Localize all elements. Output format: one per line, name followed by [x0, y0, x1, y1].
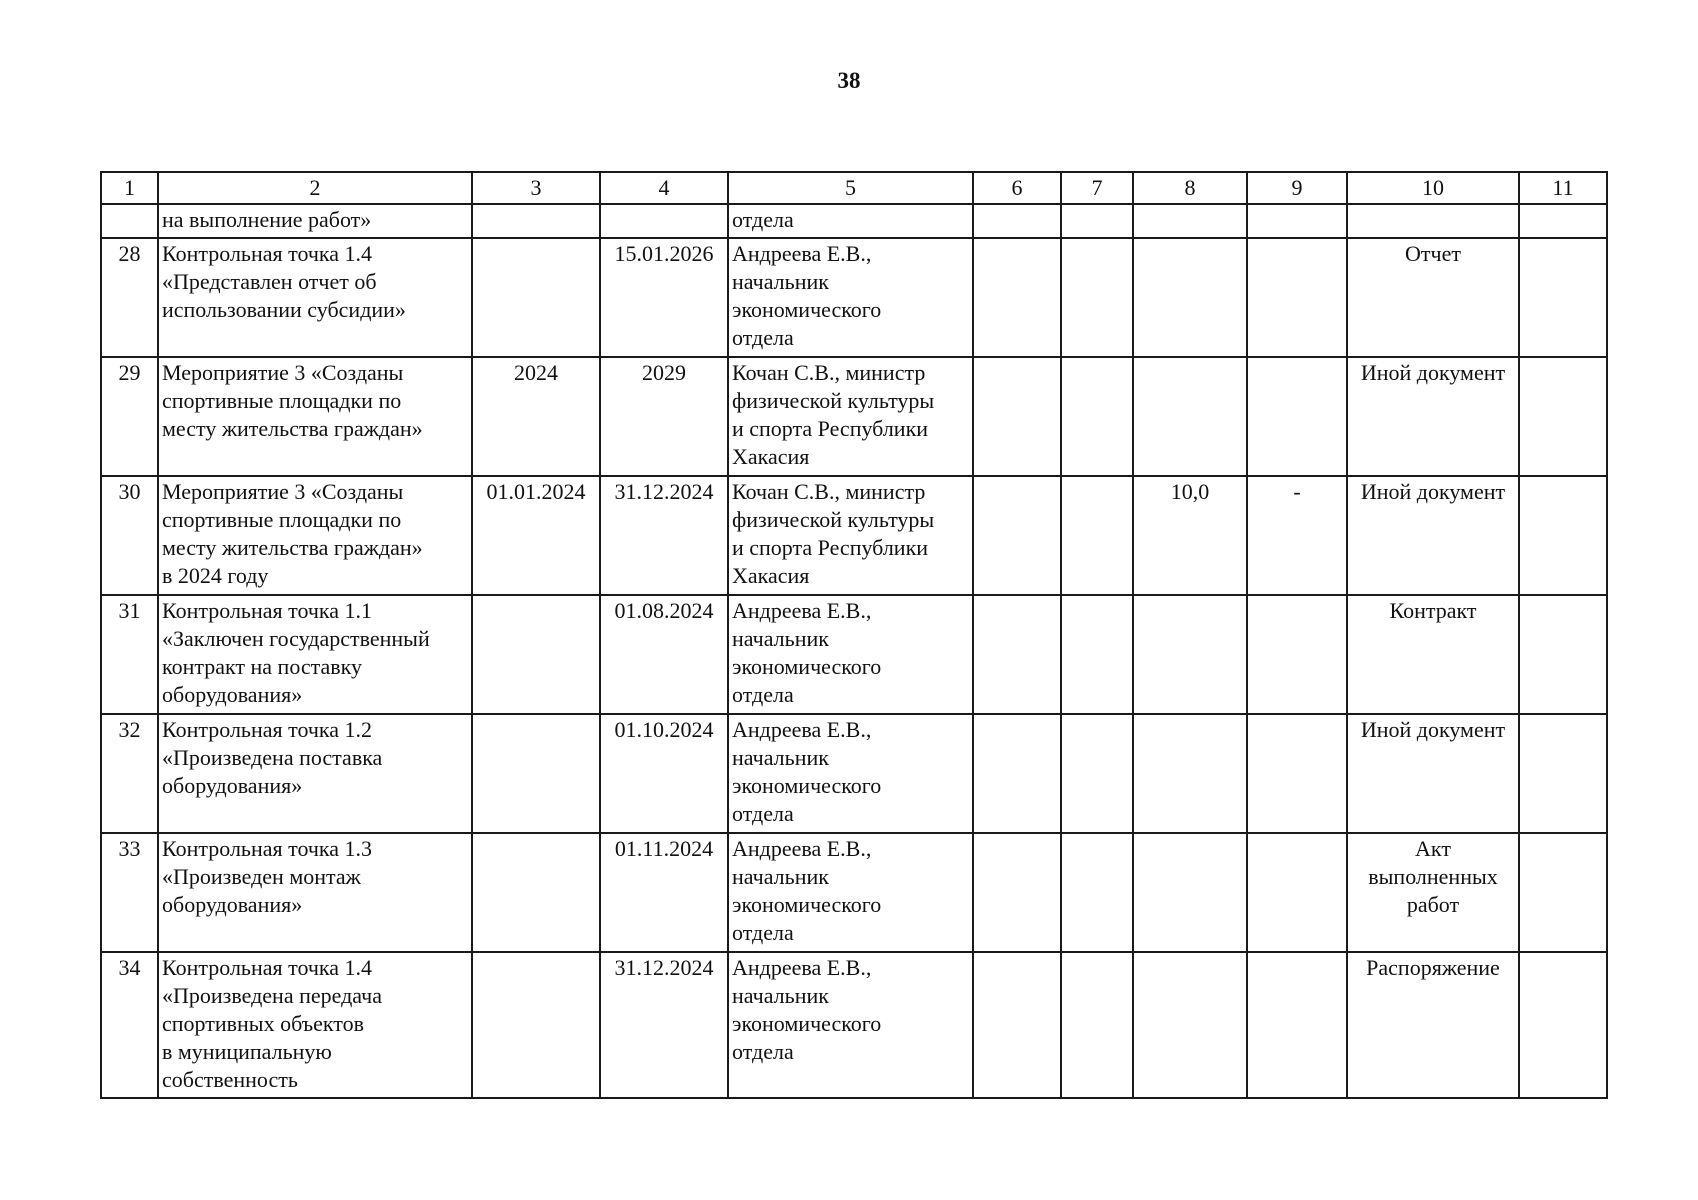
event-name-cell: Контрольная точка 1.4 «Произведена передача спортивных объектов в муниципальную собственность	[158, 952, 472, 1098]
responsible-cell: Андреева Е.В., начальник экономического отдела	[728, 238, 973, 357]
col7-cell	[1061, 595, 1133, 714]
event-name-cell: Контрольная точка 1.3 «Произведен монтаж оборудования»	[158, 833, 472, 952]
col7-cell	[1061, 476, 1133, 595]
col6-cell	[973, 204, 1061, 238]
responsible-cell: Кочан С.В., министр физической культуры и спорта Республики Хакасия	[728, 476, 973, 595]
col9-cell	[1247, 952, 1347, 1098]
table-row	[101, 476, 1607, 595]
row-number-cell	[101, 204, 158, 238]
row-number-cell: 31	[101, 595, 158, 714]
col11-cell	[1519, 238, 1607, 357]
row-number-cell: 33	[101, 833, 158, 952]
event-name-cell: Контрольная точка 1.2 «Произведена поставка оборудования»	[158, 714, 472, 833]
col9-cell	[1247, 714, 1347, 833]
table-row	[101, 952, 1607, 1098]
document-cell	[1347, 204, 1519, 238]
header-row	[101, 172, 1607, 204]
col8-cell	[1133, 952, 1247, 1098]
column-header: 2	[158, 172, 472, 204]
document-cell: Отчет	[1347, 238, 1519, 357]
col6-cell	[973, 952, 1061, 1098]
document-cell: Акт выполненных работ	[1347, 833, 1519, 952]
col11-cell	[1519, 952, 1607, 1098]
column-header: 9	[1247, 172, 1347, 204]
column-header: 3	[472, 172, 600, 204]
document-cell: Иной документ	[1347, 357, 1519, 476]
col11-cell	[1519, 476, 1607, 595]
end-cell: 01.11.2024	[600, 833, 728, 952]
document-cell: Контракт	[1347, 595, 1519, 714]
column-header: 10	[1347, 172, 1519, 204]
table-row	[101, 714, 1607, 833]
start-cell	[472, 952, 600, 1098]
document-cell: Иной документ	[1347, 476, 1519, 595]
col7-cell	[1061, 833, 1133, 952]
column-header: 8	[1133, 172, 1247, 204]
col6-cell	[973, 357, 1061, 476]
end-cell: 15.01.2026	[600, 238, 728, 357]
event-name-cell: Мероприятие 3 «Созданы спортивные площадки по месту жительства граждан» в 2024 году	[158, 476, 472, 595]
col11-cell	[1519, 595, 1607, 714]
col6-cell	[973, 714, 1061, 833]
end-cell: 31.12.2024	[600, 476, 728, 595]
col8-cell: 10,0	[1133, 476, 1247, 595]
responsible-cell: отдела	[728, 204, 973, 238]
page-number: 38	[837, 68, 861, 93]
column-header: 1	[101, 172, 158, 204]
table-row	[101, 595, 1607, 714]
document-cell: Распоряжение	[1347, 952, 1519, 1098]
col6-cell	[973, 238, 1061, 357]
col9-cell: -	[1247, 476, 1347, 595]
start-cell: 2024	[472, 357, 600, 476]
responsible-cell: Кочан С.В., министр физической культуры и спорта Республики Хакасия	[728, 357, 973, 476]
col8-cell	[1133, 595, 1247, 714]
col11-cell	[1519, 833, 1607, 952]
col9-cell	[1247, 357, 1347, 476]
row-number-cell: 34	[101, 952, 158, 1098]
col11-cell	[1519, 357, 1607, 476]
col11-cell	[1519, 714, 1607, 833]
col6-cell	[973, 833, 1061, 952]
start-cell	[472, 238, 600, 357]
column-header: 11	[1519, 172, 1607, 204]
column-header: 7	[1061, 172, 1133, 204]
col7-cell	[1061, 204, 1133, 238]
document-cell: Иной документ	[1347, 714, 1519, 833]
col6-cell	[973, 476, 1061, 595]
col7-cell	[1061, 714, 1133, 833]
col9-cell	[1247, 204, 1347, 238]
continuation-row	[101, 204, 1607, 238]
responsible-cell: Андреева Е.В., начальник экономического отдела	[728, 595, 973, 714]
table-row	[101, 833, 1607, 952]
col7-cell	[1061, 238, 1133, 357]
table-row	[101, 357, 1607, 476]
column-header: 4	[600, 172, 728, 204]
end-cell: 01.08.2024	[600, 595, 728, 714]
table-row	[101, 238, 1607, 357]
plan-table	[100, 171, 1608, 1099]
column-header: 6	[973, 172, 1061, 204]
col8-cell	[1133, 833, 1247, 952]
end-cell: 31.12.2024	[600, 952, 728, 1098]
end-cell	[600, 204, 728, 238]
col7-cell	[1061, 357, 1133, 476]
col9-cell	[1247, 238, 1347, 357]
col9-cell	[1247, 595, 1347, 714]
start-cell	[472, 595, 600, 714]
col8-cell	[1133, 357, 1247, 476]
start-cell	[472, 714, 600, 833]
col9-cell	[1247, 833, 1347, 952]
end-cell: 2029	[600, 357, 728, 476]
row-number-cell: 29	[101, 357, 158, 476]
table-body	[101, 172, 1607, 1098]
end-cell: 01.10.2024	[600, 714, 728, 833]
start-cell: 01.01.2024	[472, 476, 600, 595]
start-cell	[472, 204, 600, 238]
col8-cell	[1133, 238, 1247, 357]
col7-cell	[1061, 952, 1133, 1098]
col8-cell	[1133, 714, 1247, 833]
row-number-cell: 32	[101, 714, 158, 833]
event-name-cell: Контрольная точка 1.1 «Заключен государственный контракт на поставку оборудования»	[158, 595, 472, 714]
event-name-cell: на выполнение работ»	[158, 204, 472, 238]
col11-cell	[1519, 204, 1607, 238]
event-name-cell: Мероприятие 3 «Созданы спортивные площадки по месту жительства граждан»	[158, 357, 472, 476]
row-number-cell: 28	[101, 238, 158, 357]
responsible-cell: Андреева Е.В., начальник экономического отдела	[728, 833, 973, 952]
col8-cell	[1133, 204, 1247, 238]
column-header: 5	[728, 172, 973, 204]
row-number-cell: 30	[101, 476, 158, 595]
responsible-cell: Андреева Е.В., начальник экономического отдела	[728, 952, 973, 1098]
responsible-cell: Андреева Е.В., начальник экономического отдела	[728, 714, 973, 833]
start-cell	[472, 833, 600, 952]
col6-cell	[973, 595, 1061, 714]
event-name-cell: Контрольная точка 1.4 «Представлен отчет об использовании субсидии»	[158, 238, 472, 357]
